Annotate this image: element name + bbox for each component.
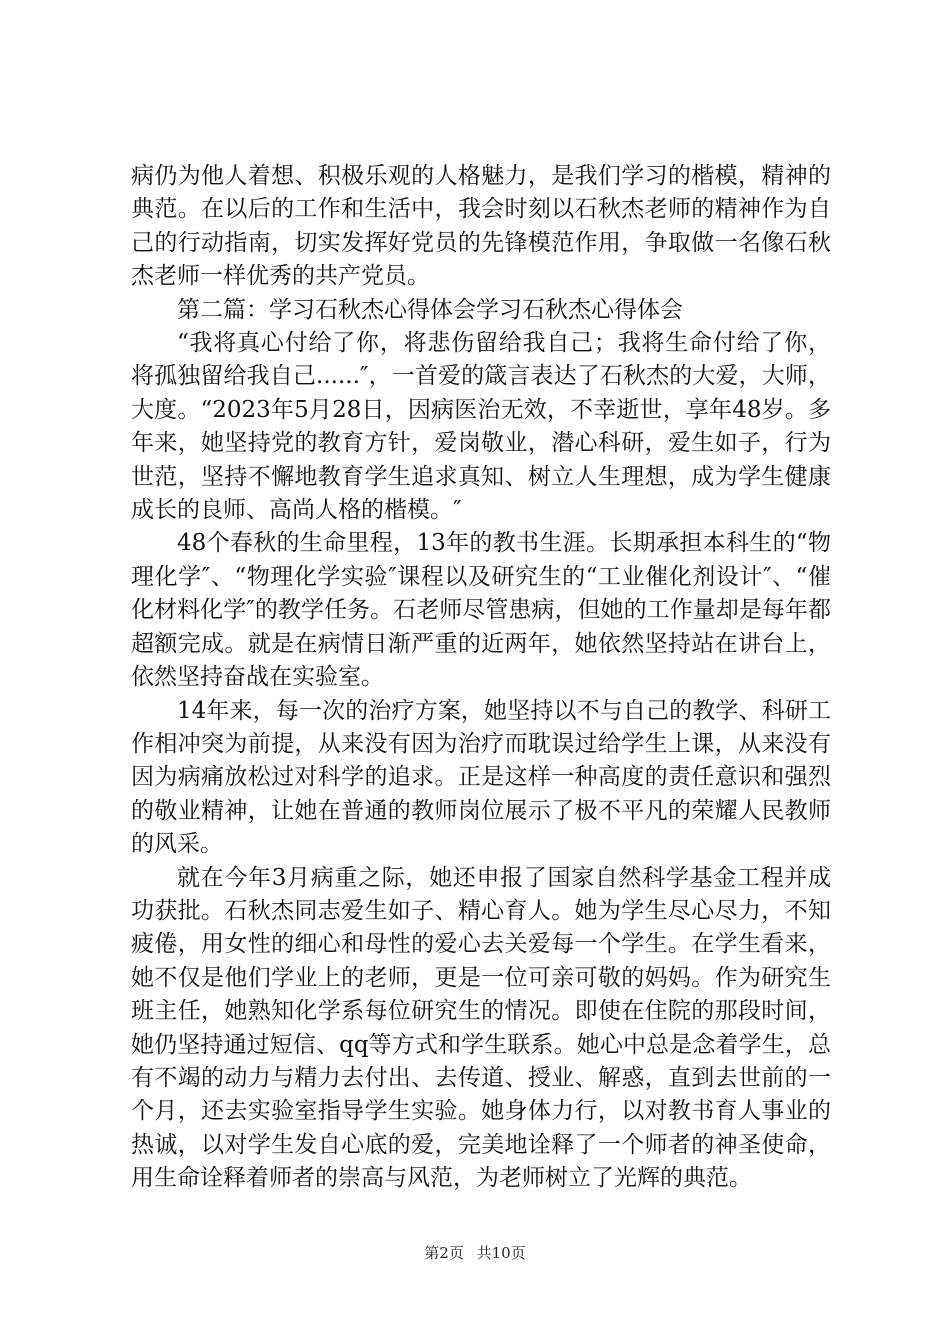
paragraph-treatment: 14年来，每一次的治疗方案，她坚持以不与自己的教学、科研工作相冲突为前提，从来没有因为治疗而耽误过给学生上课，从来没有因为病痛放松过对科学的追求。正是这样一种高度的责任意识和强烈的敬业精神，让她在普通的教师岗位展示了极不平凡的荣耀人民教师的风采。 (131, 697, 831, 858)
page-number: 第2页 (424, 1244, 464, 1262)
paragraph-career: 48个春秋的生命里程，13年的教书生涯。长期承担本科生的“物理化学″、“物理化学实验″课程以及研究生的“工业催化剂设计″、“催化材料化学″的教学任务。石老师尽管患病，但她的工作量却是每年都超额完成。就是在病情日渐严重的近两年，她依然坚持站在讲台上，依然坚持奋战在实验室。 (131, 530, 831, 691)
paragraph-continuation: 病仍为他人着想、积极乐观的人格魅力，是我们学习的楷模，精神的典范。在以后的工作和生活中，我会时刻以石秋杰老师的精神作为自己的行动指南，切实发挥好党员的先锋模范作用，争取做一名像石秋杰老师一样优秀的共产党员。 (131, 163, 831, 290)
paragraph-students: 就在今年3月病重之际，她还申报了国家自然科学基金工程并成功获批。石秋杰同志爱生如子、精心育人。她为学生尽心尽力，不知疲倦，用女性的细心和母性的爱心去关爱每一个学生。在学生看来，她不仅是他们学业上的老师，更是一位可亲可敬的妈妈。作为研究生班主任，她熟知化学系每位研究生的情况。即使在住院的那段时间，她仍坚持通过短信、qq等方式和学生联系。她心中总是念着学生，总有不竭的动力与精力去付出、去传道、授业、解惑，直到去世前的一个月，还去实验室指导学生实验。她身体力行，以对教书育人事业的热诚，以对学生发自心底的爱，完美地诠释了一个师者的神圣使命，用生命诠释着师者的崇高与风范，为老师树立了光辉的典范。 (131, 864, 831, 1192)
page-footer (0, 1242, 950, 1263)
page-total: 共10页 (476, 1244, 526, 1262)
section-heading: 第二篇：学习石秋杰心得体会学习石秋杰心得体会 (177, 296, 683, 323)
paragraph-quote: “我将真心付给了你，将悲伤留给我自己；我将生命付给了你，将孤独留给我自己......″，一首爱的箴言表达了石秋杰的大爱，大师，大度。“2023年5月28日，因病医治无效，不幸逝世，享年48岁。多年来，她坚持党的教育方针，爱岗敬业，潜心科研，爱生如子，行为世范，坚持不懈地教育学生追求真知、树立人生理想，成为学生健康成长的良师、高尚人格的楷模。″ (131, 330, 831, 524)
document-body (131, 160, 831, 1196)
